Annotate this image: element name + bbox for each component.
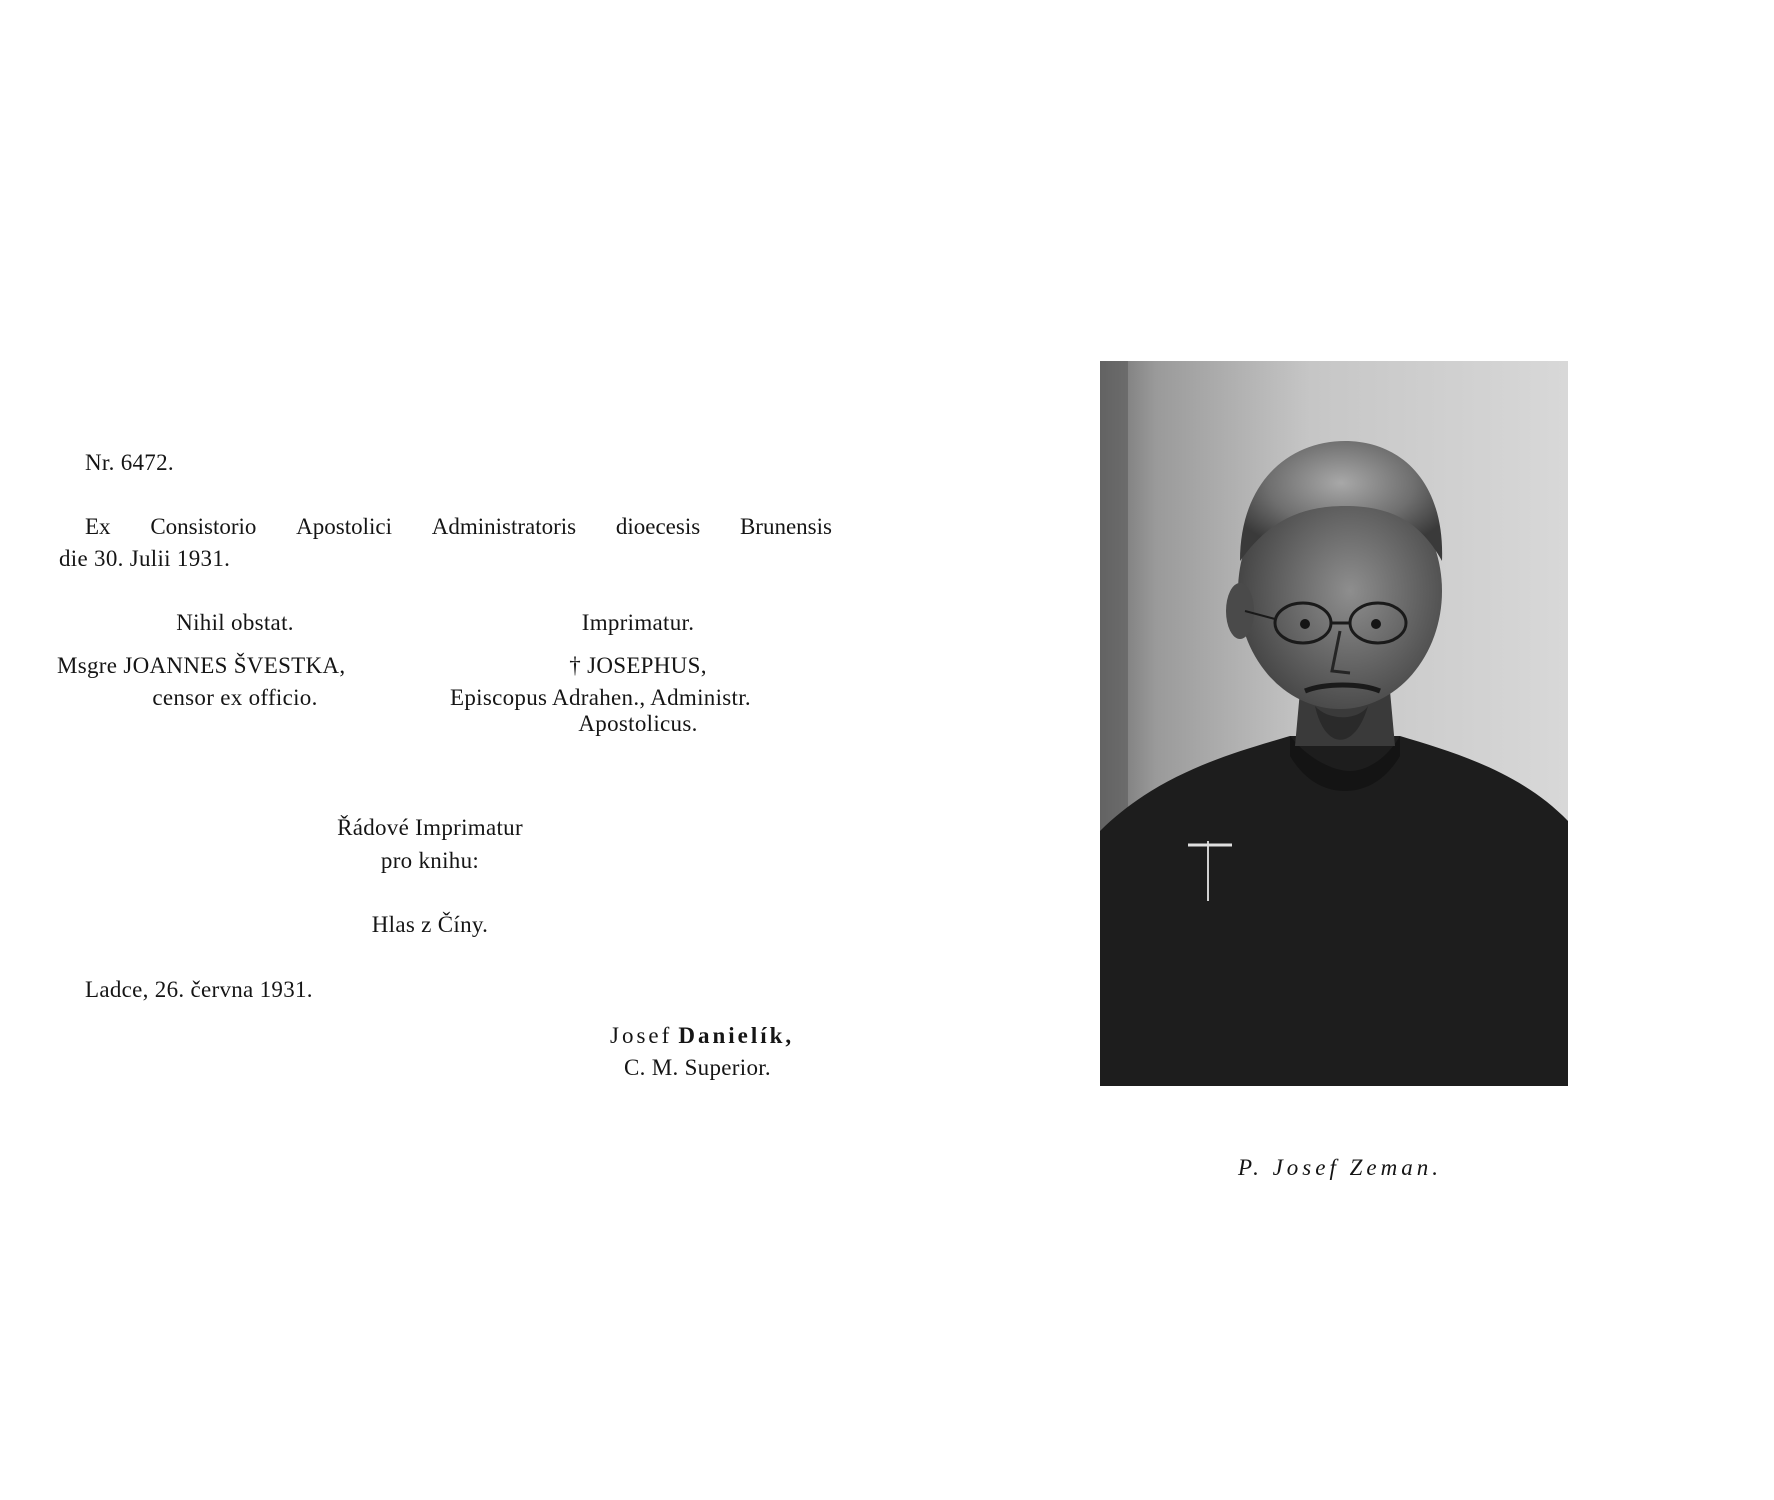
- bishop-role: Episcopus Adrahen., Administr.: [450, 685, 751, 710]
- imprimatur-heading: Imprimatur.: [581, 610, 695, 635]
- order-imprimatur-book-label: pro knihu:: [380, 848, 480, 873]
- consistory-word: Brunensis: [739, 514, 832, 539]
- consistory-date: die 30. Julii 1931.: [59, 546, 231, 571]
- consistory-word: Administratoris: [431, 514, 577, 539]
- consistory-word: Consistorio: [150, 514, 257, 539]
- consistory-word: dioecesis: [615, 514, 701, 539]
- place-date: Ladce, 26. června 1931.: [85, 977, 313, 1002]
- censor-name-line: [57, 654, 345, 677]
- signature-name-line: [610, 1024, 794, 1047]
- portrait-caption: P. Josef Zeman.: [1238, 1155, 1442, 1180]
- bishop-name: † JOSEPHUS,: [569, 653, 707, 678]
- signature-title: C. M. Superior.: [624, 1055, 771, 1080]
- signature-first-name: Josef: [610, 1023, 673, 1048]
- order-imprimatur-line: Řádové Imprimatur: [337, 815, 523, 840]
- censor-role: censor ex officio.: [152, 685, 318, 710]
- consistory-word: Ex: [85, 514, 111, 539]
- signature-surname: Danielík,: [678, 1023, 795, 1048]
- nihil-obstat-heading: Nihil obstat.: [176, 610, 294, 635]
- bishop-role-continued: Apostolicus.: [578, 711, 698, 736]
- censor-name: JOANNES ŠVESTKA,: [123, 653, 346, 678]
- document-number: Nr. 6472.: [85, 450, 174, 475]
- consistory-line: [85, 514, 832, 540]
- censor-prefix: Msgre: [57, 653, 118, 678]
- book-title: Hlas z Číny.: [371, 912, 489, 937]
- consistory-word: Apostolici: [296, 514, 392, 539]
- portrait-photo: [1100, 361, 1568, 1086]
